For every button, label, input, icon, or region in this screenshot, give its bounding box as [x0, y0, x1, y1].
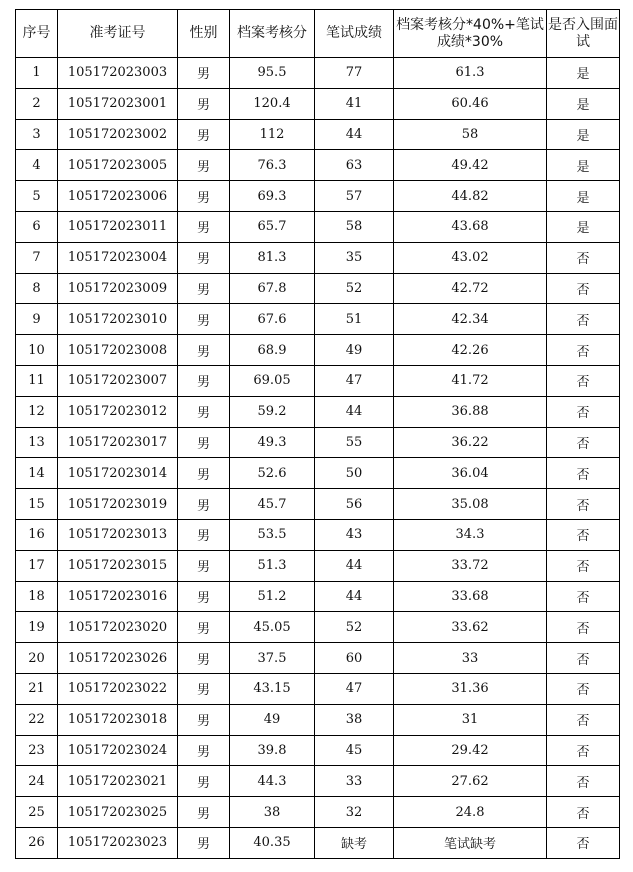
cell-exam-id: 105172023019: [58, 489, 178, 520]
cell-gender: 男: [178, 458, 230, 489]
cell-gender: 男: [178, 612, 230, 643]
cell-interview: 是: [547, 88, 620, 119]
cell-gender: 男: [178, 150, 230, 181]
cell-interview: 否: [547, 273, 620, 304]
table-row: [16, 150, 620, 181]
cell-index: 26: [16, 827, 58, 858]
cell-weighted-score: 36.04: [394, 458, 547, 489]
cell-exam-id: 105172023015: [58, 550, 178, 581]
table-row: [16, 181, 620, 212]
cell-gender: 男: [178, 766, 230, 797]
cell-file-score: 38: [230, 797, 315, 828]
header-row: [16, 10, 620, 58]
cell-index: 9: [16, 304, 58, 335]
cell-weighted-score: 35.08: [394, 489, 547, 520]
cell-written-score: 47: [315, 673, 394, 704]
cell-interview: 否: [547, 766, 620, 797]
cell-index: 20: [16, 643, 58, 674]
cell-interview: 是: [547, 181, 620, 212]
cell-interview: 否: [547, 673, 620, 704]
cell-gender: 男: [178, 797, 230, 828]
cell-file-score: 112: [230, 119, 315, 150]
cell-interview: 否: [547, 612, 620, 643]
cell-gender: 男: [178, 673, 230, 704]
cell-written-score: 77: [315, 58, 394, 89]
cell-file-score: 49: [230, 704, 315, 735]
cell-gender: 男: [178, 427, 230, 458]
table-row: [16, 766, 620, 797]
cell-weighted-score: 33.62: [394, 612, 547, 643]
cell-weighted-score: 58: [394, 119, 547, 150]
table-row: [16, 211, 620, 242]
table-row: [16, 704, 620, 735]
cell-weighted-score: 31: [394, 704, 547, 735]
cell-weighted-score: 42.34: [394, 304, 547, 335]
cell-gender: 男: [178, 489, 230, 520]
cell-interview: 否: [547, 427, 620, 458]
cell-file-score: 51.3: [230, 550, 315, 581]
table-row: [16, 88, 620, 119]
cell-gender: 男: [178, 181, 230, 212]
cell-exam-id: 105172023007: [58, 365, 178, 396]
cell-interview: 否: [547, 735, 620, 766]
cell-weighted-score: 41.72: [394, 365, 547, 396]
cell-gender: 男: [178, 735, 230, 766]
cell-file-score: 68.9: [230, 335, 315, 366]
results-table: [15, 9, 620, 859]
cell-file-score: 65.7: [230, 211, 315, 242]
cell-exam-id: 105172023020: [58, 612, 178, 643]
cell-interview: 否: [547, 550, 620, 581]
cell-index: 22: [16, 704, 58, 735]
cell-written-score: 60: [315, 643, 394, 674]
cell-file-score: 76.3: [230, 150, 315, 181]
table-row: [16, 827, 620, 858]
cell-weighted-score: 61.3: [394, 58, 547, 89]
cell-written-score: 44: [315, 119, 394, 150]
cell-weighted-score: 24.8: [394, 797, 547, 828]
table-row: [16, 643, 620, 674]
cell-written-score: 45: [315, 735, 394, 766]
cell-index: 24: [16, 766, 58, 797]
cell-file-score: 49.3: [230, 427, 315, 458]
cell-exam-id: 105172023022: [58, 673, 178, 704]
cell-interview: 是: [547, 58, 620, 89]
cell-interview: 否: [547, 304, 620, 335]
header-file-score: 档案考核分: [230, 10, 315, 58]
cell-written-score: 52: [315, 612, 394, 643]
cell-index: 12: [16, 396, 58, 427]
cell-file-score: 67.8: [230, 273, 315, 304]
cell-written-score: 52: [315, 273, 394, 304]
table-row: [16, 427, 620, 458]
cell-file-score: 120.4: [230, 88, 315, 119]
cell-written-score: 33: [315, 766, 394, 797]
cell-index: 14: [16, 458, 58, 489]
cell-interview: 否: [547, 827, 620, 858]
cell-gender: 男: [178, 396, 230, 427]
cell-weighted-score: 43.02: [394, 242, 547, 273]
cell-index: 10: [16, 335, 58, 366]
cell-gender: 男: [178, 211, 230, 242]
cell-gender: 男: [178, 88, 230, 119]
cell-file-score: 51.2: [230, 581, 315, 612]
cell-gender: 男: [178, 304, 230, 335]
cell-file-score: 53.5: [230, 519, 315, 550]
header-gender: 性别: [178, 10, 230, 58]
cell-gender: 男: [178, 704, 230, 735]
cell-exam-id: 105172023004: [58, 242, 178, 273]
table-row: [16, 273, 620, 304]
cell-interview: 否: [547, 643, 620, 674]
cell-interview: 否: [547, 489, 620, 520]
cell-interview: 是: [547, 211, 620, 242]
table-row: [16, 735, 620, 766]
cell-exam-id: 105172023016: [58, 581, 178, 612]
cell-interview: 否: [547, 396, 620, 427]
cell-interview: 是: [547, 119, 620, 150]
cell-index: 16: [16, 519, 58, 550]
cell-index: 25: [16, 797, 58, 828]
cell-exam-id: 105172023024: [58, 735, 178, 766]
cell-written-score: 51: [315, 304, 394, 335]
cell-written-score: 缺考: [315, 827, 394, 858]
cell-gender: 男: [178, 273, 230, 304]
header-exam-id: 准考证号: [58, 10, 178, 58]
cell-index: 4: [16, 150, 58, 181]
table-row: [16, 119, 620, 150]
cell-interview: 否: [547, 581, 620, 612]
cell-file-score: 37.5: [230, 643, 315, 674]
cell-file-score: 44.3: [230, 766, 315, 797]
cell-exam-id: 105172023006: [58, 181, 178, 212]
cell-index: 3: [16, 119, 58, 150]
cell-index: 5: [16, 181, 58, 212]
cell-written-score: 49: [315, 335, 394, 366]
table-row: [16, 58, 620, 89]
cell-gender: 男: [178, 242, 230, 273]
cell-index: 18: [16, 581, 58, 612]
table-row: [16, 797, 620, 828]
cell-written-score: 41: [315, 88, 394, 119]
cell-file-score: 95.5: [230, 58, 315, 89]
table-row: [16, 335, 620, 366]
cell-gender: 男: [178, 119, 230, 150]
cell-written-score: 38: [315, 704, 394, 735]
cell-interview: 否: [547, 242, 620, 273]
table-row: [16, 304, 620, 335]
table-row: [16, 612, 620, 643]
cell-exam-id: 105172023021: [58, 766, 178, 797]
cell-weighted-score: 44.82: [394, 181, 547, 212]
header-index: 序号: [16, 10, 58, 58]
table-row: [16, 581, 620, 612]
cell-file-score: 43.15: [230, 673, 315, 704]
cell-index: 13: [16, 427, 58, 458]
cell-gender: 男: [178, 365, 230, 396]
cell-weighted-score: 29.42: [394, 735, 547, 766]
cell-exam-id: 105172023026: [58, 643, 178, 674]
cell-exam-id: 105172023017: [58, 427, 178, 458]
cell-file-score: 69.05: [230, 365, 315, 396]
cell-file-score: 81.3: [230, 242, 315, 273]
cell-written-score: 63: [315, 150, 394, 181]
cell-written-score: 55: [315, 427, 394, 458]
cell-written-score: 43: [315, 519, 394, 550]
cell-written-score: 44: [315, 581, 394, 612]
cell-weighted-score: 33: [394, 643, 547, 674]
cell-exam-id: 105172023014: [58, 458, 178, 489]
cell-gender: 男: [178, 581, 230, 612]
cell-exam-id: 105172023013: [58, 519, 178, 550]
cell-file-score: 45.7: [230, 489, 315, 520]
table-row: [16, 673, 620, 704]
cell-interview: 否: [547, 458, 620, 489]
cell-file-score: 59.2: [230, 396, 315, 427]
cell-written-score: 57: [315, 181, 394, 212]
cell-index: 21: [16, 673, 58, 704]
cell-file-score: 39.8: [230, 735, 315, 766]
cell-written-score: 32: [315, 797, 394, 828]
cell-index: 8: [16, 273, 58, 304]
cell-index: 1: [16, 58, 58, 89]
cell-gender: 男: [178, 519, 230, 550]
cell-exam-id: 105172023003: [58, 58, 178, 89]
cell-weighted-score: 34.3: [394, 519, 547, 550]
cell-index: 15: [16, 489, 58, 520]
header-interview: 是否入围面试: [547, 10, 620, 58]
cell-gender: 男: [178, 550, 230, 581]
cell-written-score: 35: [315, 242, 394, 273]
cell-exam-id: 105172023025: [58, 797, 178, 828]
cell-index: 23: [16, 735, 58, 766]
cell-gender: 男: [178, 827, 230, 858]
cell-exam-id: 105172023012: [58, 396, 178, 427]
cell-weighted-score: 49.42: [394, 150, 547, 181]
cell-written-score: 58: [315, 211, 394, 242]
cell-interview: 否: [547, 704, 620, 735]
cell-exam-id: 105172023001: [58, 88, 178, 119]
cell-written-score: 47: [315, 365, 394, 396]
cell-written-score: 44: [315, 396, 394, 427]
table-body: [16, 58, 620, 859]
cell-written-score: 56: [315, 489, 394, 520]
cell-written-score: 44: [315, 550, 394, 581]
cell-weighted-score: 33.72: [394, 550, 547, 581]
cell-exam-id: 105172023010: [58, 304, 178, 335]
cell-weighted-score: 笔试缺考: [394, 827, 547, 858]
cell-file-score: 69.3: [230, 181, 315, 212]
header-written-score: 笔试成绩: [315, 10, 394, 58]
cell-weighted-score: 42.26: [394, 335, 547, 366]
cell-file-score: 40.35: [230, 827, 315, 858]
table-row: [16, 458, 620, 489]
cell-index: 11: [16, 365, 58, 396]
table-header: [16, 10, 620, 58]
cell-weighted-score: 42.72: [394, 273, 547, 304]
cell-exam-id: 105172023008: [58, 335, 178, 366]
cell-file-score: 45.05: [230, 612, 315, 643]
cell-written-score: 50: [315, 458, 394, 489]
cell-exam-id: 105172023011: [58, 211, 178, 242]
cell-weighted-score: 31.36: [394, 673, 547, 704]
cell-exam-id: 105172023023: [58, 827, 178, 858]
cell-index: 2: [16, 88, 58, 119]
cell-weighted-score: 33.68: [394, 581, 547, 612]
table-row: [16, 550, 620, 581]
cell-gender: 男: [178, 58, 230, 89]
cell-index: 19: [16, 612, 58, 643]
table-row: [16, 365, 620, 396]
cell-interview: 是: [547, 150, 620, 181]
table-row: [16, 396, 620, 427]
cell-interview: 否: [547, 519, 620, 550]
cell-weighted-score: 36.22: [394, 427, 547, 458]
cell-file-score: 67.6: [230, 304, 315, 335]
cell-exam-id: 105172023005: [58, 150, 178, 181]
cell-index: 17: [16, 550, 58, 581]
cell-index: 6: [16, 211, 58, 242]
cell-gender: 男: [178, 335, 230, 366]
cell-index: 7: [16, 242, 58, 273]
cell-exam-id: 105172023002: [58, 119, 178, 150]
cell-weighted-score: 27.62: [394, 766, 547, 797]
cell-weighted-score: 60.46: [394, 88, 547, 119]
cell-exam-id: 105172023018: [58, 704, 178, 735]
cell-file-score: 52.6: [230, 458, 315, 489]
cell-weighted-score: 36.88: [394, 396, 547, 427]
cell-exam-id: 105172023009: [58, 273, 178, 304]
table-row: [16, 242, 620, 273]
header-weighted-score: 档案考核分*40%+笔试成绩*30%: [394, 10, 547, 58]
table-row: [16, 489, 620, 520]
cell-interview: 否: [547, 365, 620, 396]
cell-interview: 否: [547, 797, 620, 828]
cell-interview: 否: [547, 335, 620, 366]
cell-gender: 男: [178, 643, 230, 674]
table-row: [16, 519, 620, 550]
cell-weighted-score: 43.68: [394, 211, 547, 242]
